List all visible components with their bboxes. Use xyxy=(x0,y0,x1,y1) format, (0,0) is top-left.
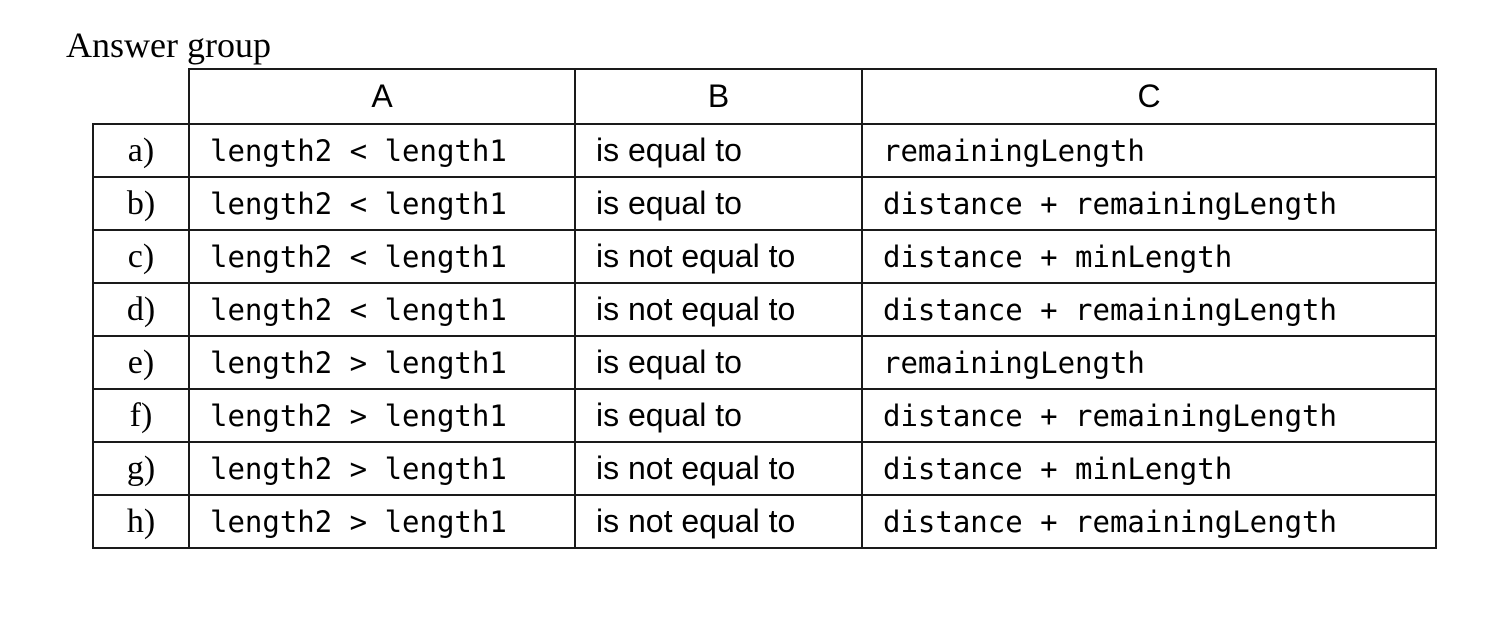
table-row xyxy=(93,442,1436,495)
answer-table xyxy=(92,68,1437,549)
column-header-b: B xyxy=(575,69,862,124)
table-row xyxy=(93,283,1436,336)
option-label: e) xyxy=(93,336,189,389)
cell-c: remainingLength xyxy=(862,124,1436,177)
option-label: a) xyxy=(93,124,189,177)
cell-b: is equal to xyxy=(575,124,862,177)
cell-b: is equal to xyxy=(575,336,862,389)
cell-c: distance + remainingLength xyxy=(862,389,1436,442)
table-row xyxy=(93,336,1436,389)
column-header-c: C xyxy=(862,69,1436,124)
option-label: c) xyxy=(93,230,189,283)
cell-b: is equal to xyxy=(575,389,862,442)
table-row xyxy=(93,177,1436,230)
column-header-a: A xyxy=(189,69,575,124)
cell-c: distance + remainingLength xyxy=(862,283,1436,336)
table-row xyxy=(93,495,1436,548)
cell-c: distance + minLength xyxy=(862,442,1436,495)
answer-group-heading: Answer group xyxy=(66,25,271,65)
cell-b: is not equal to xyxy=(575,495,862,548)
cell-a: length2 > length1 xyxy=(189,495,575,548)
cell-b: is equal to xyxy=(575,177,862,230)
cell-a: length2 < length1 xyxy=(189,230,575,283)
cell-a: length2 > length1 xyxy=(189,389,575,442)
cell-b: is not equal to xyxy=(575,230,862,283)
cell-b: is not equal to xyxy=(575,442,862,495)
header-blank-cell xyxy=(93,69,189,124)
table-row xyxy=(93,389,1436,442)
cell-a: length2 < length1 xyxy=(189,124,575,177)
cell-a: length2 < length1 xyxy=(189,283,575,336)
cell-c: distance + remainingLength xyxy=(862,495,1436,548)
option-label: d) xyxy=(93,283,189,336)
cell-c: distance + minLength xyxy=(862,230,1436,283)
option-label: h) xyxy=(93,495,189,548)
cell-b: is not equal to xyxy=(575,283,862,336)
option-label: g) xyxy=(93,442,189,495)
table-row xyxy=(93,124,1436,177)
table-row xyxy=(93,230,1436,283)
header-row xyxy=(93,69,1436,124)
cell-a: length2 > length1 xyxy=(189,336,575,389)
cell-c: remainingLength xyxy=(862,336,1436,389)
cell-a: length2 < length1 xyxy=(189,177,575,230)
option-label: b) xyxy=(93,177,189,230)
cell-c: distance + remainingLength xyxy=(862,177,1436,230)
option-label: f) xyxy=(93,389,189,442)
cell-a: length2 > length1 xyxy=(189,442,575,495)
